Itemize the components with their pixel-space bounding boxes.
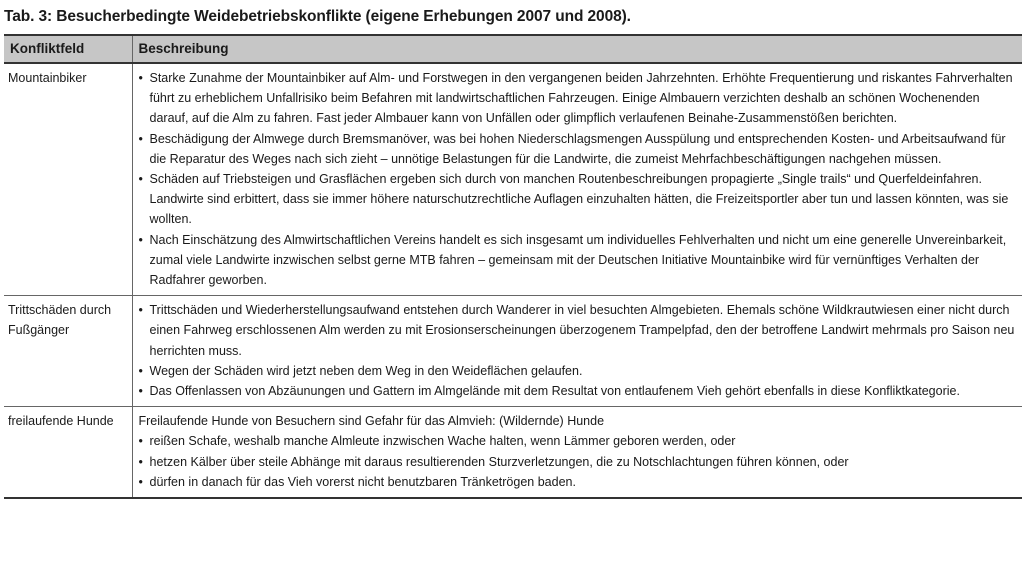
list-item: • Schäden auf Triebsteigen und Grasflächen ergeben sich durch von manchen Routenbeschreibungen propagierte „Single trails“ und Querfeldeinfahren. Landwirte sind erbittert, dass sie immer höhere naturschutzrechtliche Auflagen einzuhalten hätten, die Freizeitsportler aber tun und lassen könnten, was sie wollten. bbox=[139, 169, 1017, 230]
conflict-field: freilaufende Hunde bbox=[4, 407, 132, 498]
list-item: • Das Offenlassen von Abzäunungen und Gattern im Almgelände mit dem Resultat von entlaufenem Vieh gehört ebenfalls in diese Konfliktkategorie. bbox=[139, 381, 1017, 401]
description-intro: Freilaufende Hunde von Besuchern sind Gefahr für das Almvieh: (Wildernde) Hunde bbox=[138, 414, 605, 429]
bullet-list bbox=[139, 68, 1017, 290]
header-beschreibung: Beschreibung bbox=[132, 35, 1022, 63]
list-item: • Wegen der Schäden wird jetzt neben dem Weg in den Weideflächen gelaufen. bbox=[139, 361, 1017, 381]
list-item: • Beschädigung der Almwege durch Bremsmanöver, was bei hohen Niederschlagsmengen Ausspülung und entsprechenden Kosten- und Arbeitsaufwand für die Reparatur des Weges nach sich zieht – unnötige Belastungen für die Landwirte, die zumeist Mehrfachbeschäftigungen nachgehen müssen. bbox=[139, 129, 1017, 169]
bullet-list bbox=[139, 431, 1017, 492]
list-item: • Starke Zunahme der Mountainbiker auf Alm- und Forstwegen in den vergangenen beiden Jahrzehnten. Erhöhte Frequentierung und riskantes Fahrverhalten führt zu erheblichem Unfallrisiko beim Befahren mit landwirtschaftlichen Fahrzeugen. Einige Almbauern verzichten deshalb an schönen Wochenenden darauf, auf die Alm zu fahren. Fast jeder Almbauer kann von Unfällen oder glimpflich verlaufenen Beinahe-Zusammenstößen berichten. bbox=[139, 68, 1017, 129]
list-item: • Trittschäden und Wiederherstellungsaufwand entstehen durch Wanderer in viel besuchten Almgebieten. Ehemals schöne Wildkrautwiesen einer nicht durch einen Fahrweg erschlossenen Alm werden zu mit Erosionserscheinungen überzogenem Trampelpfad, den der betroffene Landwirt mehrmals pro Saison neu herrichten muss. bbox=[139, 300, 1017, 361]
description-cell bbox=[132, 296, 1022, 407]
conflict-field: Trittschäden durch Fußgänger bbox=[4, 296, 132, 407]
header-konfliktfeld: Konfliktfeld bbox=[4, 35, 132, 63]
table-header bbox=[4, 35, 1022, 63]
conflict-field: Mountainbiker bbox=[4, 63, 132, 296]
table-row bbox=[4, 407, 1022, 498]
table-caption: Tab. 3: Besucherbedingte Weidebetriebskonflikte (eigene Erhebungen 2007 und 2008). bbox=[4, 8, 631, 25]
list-item: • hetzen Kälber über steile Abhänge mit daraus resultierenden Sturzverletzungen, die zu Notschlachtungen führen können, oder bbox=[139, 452, 1017, 472]
list-item: • reißen Schafe, weshalb manche Almleute inzwischen Wache halten, wenn Lämmer geboren werden, oder bbox=[139, 431, 1017, 451]
list-item: • Nach Einschätzung des Almwirtschaftlichen Vereins handelt es sich insgesamt um individuelles Fehlverhalten und nicht um eine generelle Unvereinbarkeit, zumal viele Landwirte inzwischen selbst gerne MTB fahren – gemeinsam mit der Deutschen Initiative Mountainbike wird für vernünftiges Verhalten der Radfahrer geworben. bbox=[139, 230, 1017, 291]
list-item: • dürfen in danach für das Vieh vorerst nicht benutzbaren Tränketrögen baden. bbox=[139, 472, 1017, 492]
table-row bbox=[4, 63, 1022, 296]
description-cell bbox=[132, 407, 1022, 498]
table-row bbox=[4, 296, 1022, 407]
conflict-table bbox=[4, 34, 1022, 499]
description-cell bbox=[132, 63, 1022, 296]
bullet-list bbox=[139, 300, 1017, 401]
header-row bbox=[4, 35, 1022, 63]
